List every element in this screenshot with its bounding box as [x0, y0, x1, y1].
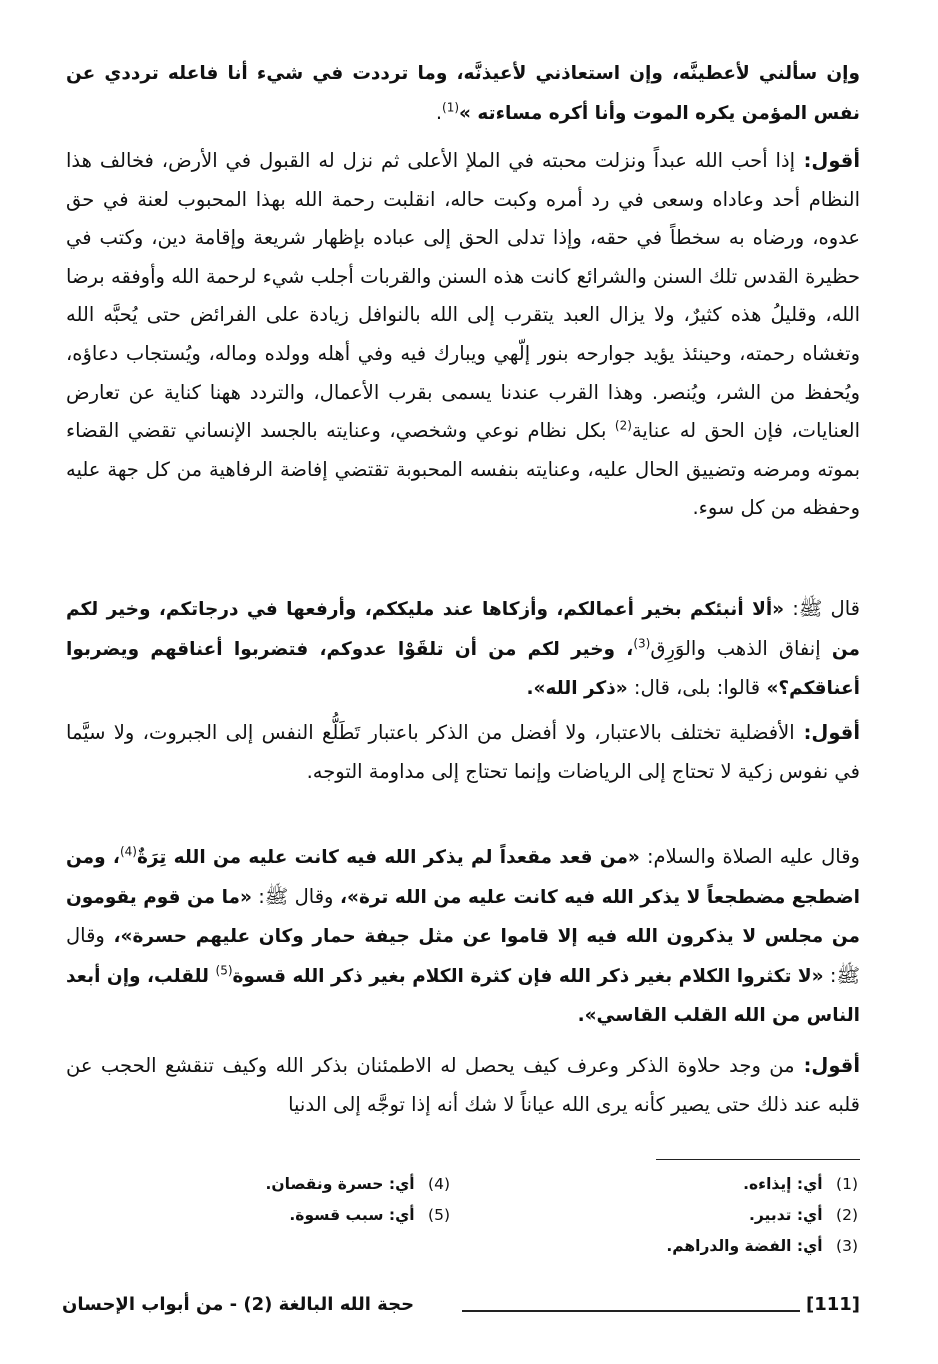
text-run: إذا أحب الله عبداً ونزلت محبته في الملإ الأعلى ثم نزل له القبول في الأرض، فخالف هذا النظام أحد وعاداه وسعى في رد أمره وكبت حاله، انقلبت رحمة الله بهذا المحبوب لعنة في حق عدوه، ورضاه به سخطاً في حقه، وإذا تدلى الحق إلى عباده بإظهار شريعة وإقامة دين، وكتب في حظيرة القدس تلك السنن والشرائع كانت هذه السنن والقربات أجلب شيء لرحمة الله وأوفقه برضا الله، وقليلُ هذه كثيرٌ، ولا يزال العبد يتقرب إلى الله بالنوافل زيادة على الفرائض حتى يُحبَّه الله وتغشاه رحمته، وحينئذ يؤيد جوارحه بنور إلّهي ويبارك فيه وفي أهله وولده وماله، ويُستجاب دعاؤه، ويُحفظ من الشر، ويُنصر. وهذا القرب عندنا يسمى بقرب الأعمال، والتردد ههنا كناية عن تعارض العنايات، فإن الحق له عناية [66, 149, 861, 443]
footnote-text: أي: الفضة والدراهم. [666, 1237, 823, 1255]
footnote-number: (3) [836, 1237, 858, 1255]
text-run: الأفضلية تختلف بالاعتبار، ولا أفضل من الذكر باعتبار تَطَلُّع النفس إلى الجبروت، ولا سيَّما في نفوس زكية لا تحتاج إلى الرياضات وإنما تحتاج إلى مداومة التوجه. [66, 721, 860, 783]
hadith-quote: «من قعد مقعداً لم يذكر الله فيه كانت عليه من الله تِرَةٌ [136, 847, 640, 868]
footnotes [168, 1175, 858, 1271]
hadith-quote: «ما من قوم يقومون من مجلس لا يذكرون الله فيه إلا قاموا عن مثل جيفة حمار وكان عليهم حسرة»، [66, 886, 860, 948]
footnote-number: (1) [836, 1175, 858, 1193]
footnote-number: (2) [836, 1206, 858, 1224]
text-run: وقال عليه الصلاة والسلام: [639, 845, 860, 868]
paragraph-lead: أقول: [794, 721, 861, 744]
text-run: إنفاق الذهب والوَرِق [650, 636, 821, 660]
paragraph-commentary-sweetness [66, 1047, 860, 1124]
hadith-quote: للقلب، وإن أبعد الناس من الله القلب القاسي». [66, 965, 860, 1027]
footnote-reference: (3) [633, 636, 651, 651]
hadith-quote: «ذكر الله». [526, 678, 628, 700]
footnote-number: (5) [428, 1206, 450, 1224]
paragraph-lead: أقول: [794, 1054, 861, 1077]
paragraph-commentary-nearness [66, 142, 860, 528]
footer-rule [462, 1310, 800, 1312]
paragraph-lead: أقول: [795, 149, 861, 172]
footnote-5 [289, 1206, 450, 1224]
footnote-reference: (4) [119, 844, 137, 859]
footnote-text: أي: إيذاءه. [743, 1175, 823, 1193]
text-run: قالوا: بلى، قال: [627, 676, 761, 700]
page-number: [111] [805, 1294, 860, 1315]
text-run: من وجد حلاوة الذكر وعرف كيف يحصل له الاطمئنان بذكر الله وكيف تنقشع الحجب عن قلبه عند ذلك حتى يصير كأنه يرى الله عياناً لا شك أنه إذا توجَّه إلى الدنيا [66, 1054, 860, 1116]
footnote-number: (4) [428, 1175, 450, 1193]
footnote-reference: (1) [442, 100, 460, 115]
text-run: وقال ﷺ: [251, 884, 334, 908]
paragraph-hadith-continuation [66, 54, 860, 133]
paragraph-commentary-virtue [66, 714, 860, 791]
footnote-divider [656, 1159, 860, 1160]
hadith-quote: «ألا أنبئكم بخير أعمالكم، وأزكاها عند مليككم، وأرفعها في درجاتكم، وخير لكم من [66, 599, 860, 660]
footnote-text: أي: حسرة ونقصان. [265, 1175, 415, 1193]
footnote-3 [666, 1237, 858, 1255]
paragraph-hadith-best-deeds [66, 590, 860, 709]
footnote-reference: (5) [215, 963, 233, 978]
running-title: حجة الله البالغة (2) - من أبواب الإحسان [62, 1294, 415, 1315]
footnote-text: أي: سبب قسوة. [289, 1206, 415, 1224]
hadith-quote: «لا تكثروا الكلام بغير ذكر الله فإن كثرة الكلام بغير ذكر الله قسوة [232, 965, 824, 987]
text-run: بكل نظام نوعي وشخصي، وعنايته بالجسد الإنساني تقضي القضاء بموته ومرضه وتضييق الحال عليه، وعنايته بنفسه المحبوبة تقتضي إفاضة الرفاهية من كل جهة عليه وحفظه من كل سوء. [66, 419, 860, 520]
page-footer [62, 1294, 860, 1328]
paragraph-hadith-gatherings [66, 838, 860, 1036]
hadith-quote: ، ومن اضطجع مضطجعاً لا يذكر الله فيه كانت عليه من الله ترة»، [66, 847, 861, 908]
footnote-2 [749, 1206, 858, 1224]
footnote-reference: (2) [614, 418, 632, 433]
hadith-quote: وإن سألني لأعطينَّه، وإن استعاذني لأعيذنَّه، وما ترددت في شيء أنا فاعله ترددي عن نفس المؤمن يكره الموت وأنا أكره مساءته » [66, 63, 860, 124]
text-run: . [435, 100, 443, 124]
text-run: وقال ﷺ: [66, 924, 860, 987]
footnote-1 [743, 1175, 858, 1193]
text-run: قال ﷺ: [784, 597, 860, 620]
hadith-quote: ، وخير لكم من أن تلقَوْا عدوكم، فتضربوا أعناقهم ويضربوا أعناقكم؟» [66, 638, 860, 700]
footnote-text: أي: تدبير. [749, 1206, 823, 1224]
footnote-4 [266, 1175, 450, 1193]
